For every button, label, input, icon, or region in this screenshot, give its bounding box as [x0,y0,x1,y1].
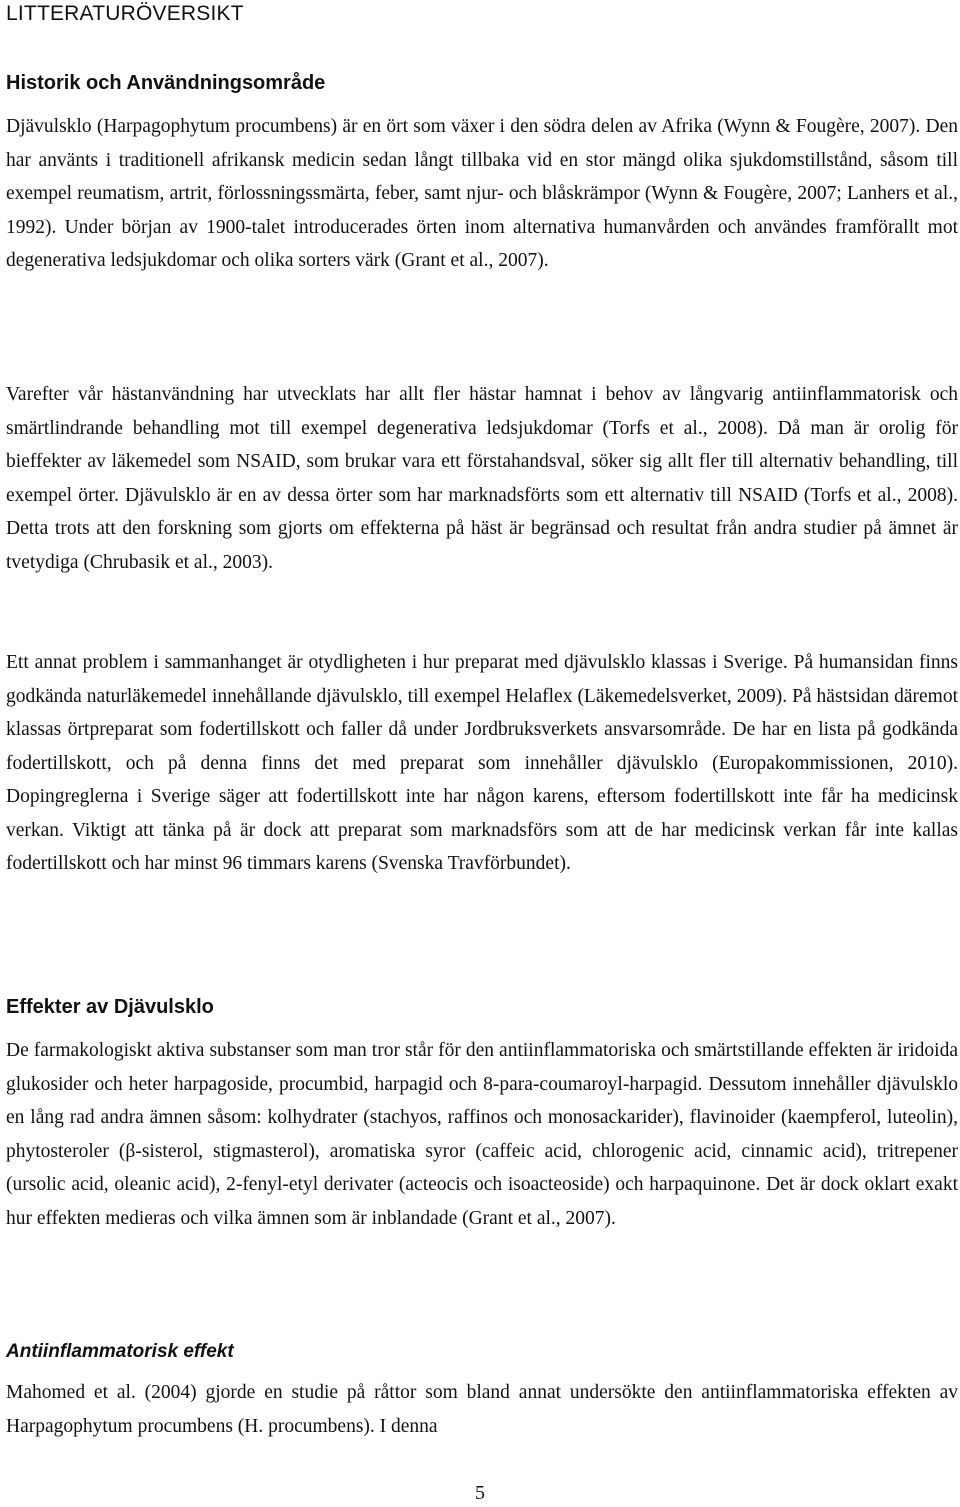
paragraph-history-2: Varefter vår hästanvändning har utvecklats har allt fler hästar hamnat i behov av långvarig antiinflammatorisk och smärtlindrande behandling mot till exempel degenerativa ledsjukdomar (Torfs et al., 2008). Då man är orolig för bieffekter av läkemedel som NSAID, som brukar vara ett förstahandsval, söker sig allt fler till alternativ behandling, till exempel örter. Djävulsklo är en av dessa örter som har marknadsförts som ett alternativ till NSAID (Torfs et al., 2008). Detta trots att den forskning som gjorts om effekterna på häst är begränsad och resultat från andra studier på ämnet är tvetydiga (Chrubasik et al., 2003). [6,384,958,573]
heading-antiinflammatory: Antiinflammatorisk effekt [6,1341,234,1362]
paragraph-history-1: Djävulsklo (Harpagophytum procumbens) är en ört som växer i den södra delen av Afrika (Wynn & Fougère, 2007). Den har använts i traditionell afrikansk medicin sedan långt tillbaka vid en stor mängd olika sjukdomstillstånd, såsom till exempel reumatism, artrit, förlossningssmärta, feber, samt njur- och blåskrämpor (Wynn & Fougère, 2007; Lanhers et al., 1992). Under början av 1900-talet introducerades örten inom alternativa humanvården och användes framförallt mot degenerativa ledsjukdomar och olika sorters värk (Grant et al., 2007). [6,116,958,271]
paragraph-history-3: Ett annat problem i sammanhanget är otydligheten i hur preparat med djävulsklo klassas i Sverige. På humansidan finns godkända naturläkemedel innehållande djävulsklo, till exempel Helaflex (Läkemedelsverket, 2009). På hästsidan däremot klassas örtpreparat som fodertillskott och faller då under Jordbruksverkets ansvarsområde. De har en lista på godkända fodertillskott, och på denna finns det med preparat som innehåller djävulsklo (Europakommissionen, 2010). Dopingreglerna i Sverige säger att fodertillskott inte har någon karens, eftersom fodertillskott inte får ha medicinsk verkan. Viktigt att tänka på är dock att preparat som marknadsförs som att de har medicinsk verkan får inte kallas fodertillskott och har minst 96 timmars karens (Svenska Travförbundet). [6,652,958,874]
page-number: 5 [475,1482,485,1504]
heading-history: Historik och Användningsområde [6,72,326,94]
paragraph-antiinflammatory-1: Mahomed et al. (2004) gjorde en studie på råttor som bland annat undersökte den antiinflammatoriska effekten av Harpagophytum procumbens (H. procumbens). I denna [6,1382,958,1437]
paragraph-effects-1: De farmakologiskt aktiva substanser som man tror står för den antiinflammatoriska och smärtstillande effekten är iridoida glukosider och heter harpagoside, procumbid, harpagid och 8-para-coumaroyl-harpagid. Dessutom innehåller djävulsklo en lång rad andra ämnen såsom: kolhydrater (stachyos, raffinos och monosackarider), flavinoider (kaempferol, luteolin), phytosteroler (β-sisterol, stigmasterol), aromatiska syror (caffeic acid, chlorogenic acid, cinnamic acid), tritrepener (ursolic acid, oleanic acid), 2-fenyl-etyl derivater (acteocis och isoacteoside) och harpaquinone. Det är dock oklart exakt hur effekten medieras och vilka ämnen som är inblandade (Grant et al., 2007). [6,1040,958,1229]
section-title: LITTERATURÖVERSIKT [6,2,244,25]
heading-effects: Effekter av Djävulsklo [6,996,214,1018]
